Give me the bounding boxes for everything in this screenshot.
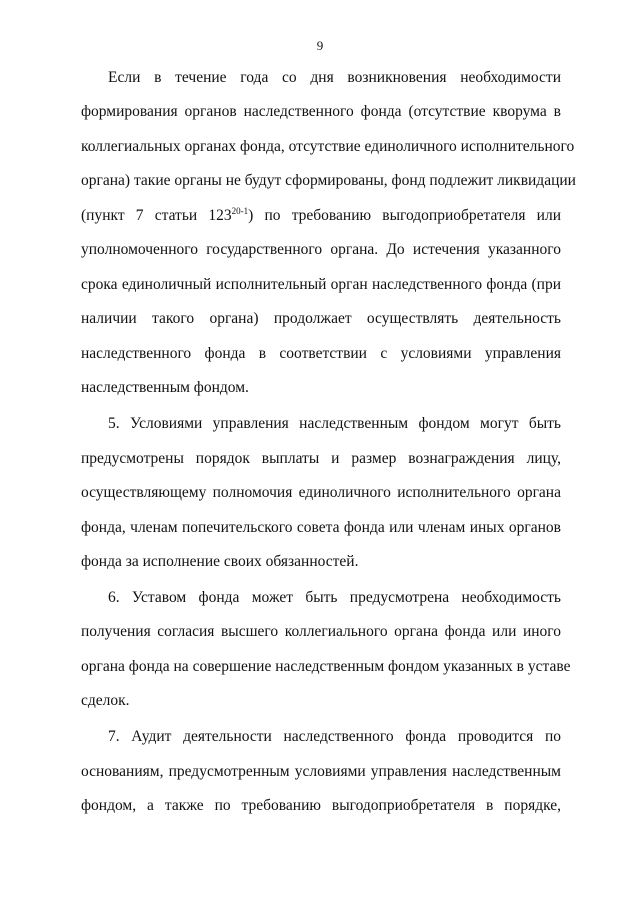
text-line: 7. Аудит деятельности наследственного фонда проводится по <box>108 728 561 745</box>
text-line: формирования органов наследственного фонда (отсутствие кворума в <box>81 103 561 120</box>
text-line: фондом, а также по требованию выгодоприобретателя в порядке, <box>81 797 561 814</box>
text-line: основаниям, предусмотренным условиями управления наследственным <box>81 763 561 780</box>
text-line: предусмотрены порядок выплаты и размер вознаграждения лицу, <box>81 450 561 467</box>
text-fragment: ) по требованию выгодоприобретателя или <box>248 207 561 224</box>
text-line: 6. Уставом фонда может быть предусмотрена необходимость <box>108 589 561 606</box>
text-line: органа) такие органы не будут сформированы, фонд подлежит ликвидации <box>81 172 576 189</box>
page-number: 9 <box>316 38 324 53</box>
text-line: коллегиальных органах фонда, отсутствие единоличного исполнительного <box>81 138 575 155</box>
text-line: наличии такого органа) продолжает осуществлять деятельность <box>81 310 561 327</box>
text-fragment: (пункт 7 статьи 123 <box>81 207 232 224</box>
text-line: Если в течение года со дня возникновения необходимости <box>108 69 561 86</box>
text-line-with-footnote <box>81 206 561 226</box>
text-line: фонда за исполнение своих обязанностей. <box>81 553 359 570</box>
text-line: сделок. <box>81 692 130 709</box>
article-superscript: 20-1 <box>231 205 249 216</box>
text-line: уполномоченного государственного органа. До истечения указанного <box>81 241 561 258</box>
text-line: фонда, членам попечительского совета фонда или членам иных органов <box>81 519 561 536</box>
text-line: срока единоличный исполнительный орган наследственного фонда (при <box>81 276 561 293</box>
text-line: наследственного фонда в соответствии с условиями управления <box>81 345 561 362</box>
text-line: получения согласия высшего коллегиального органа фонда или иного <box>81 623 561 640</box>
text-line: органа фонда на совершение наследственным фондом указанных в уставе <box>81 658 571 675</box>
text-line: наследственным фондом. <box>81 379 249 396</box>
text-line: 5. Условиями управления наследственным фондом могут быть <box>108 415 561 432</box>
text-line: осуществляющему полномочия единоличного исполнительного органа <box>81 484 561 501</box>
